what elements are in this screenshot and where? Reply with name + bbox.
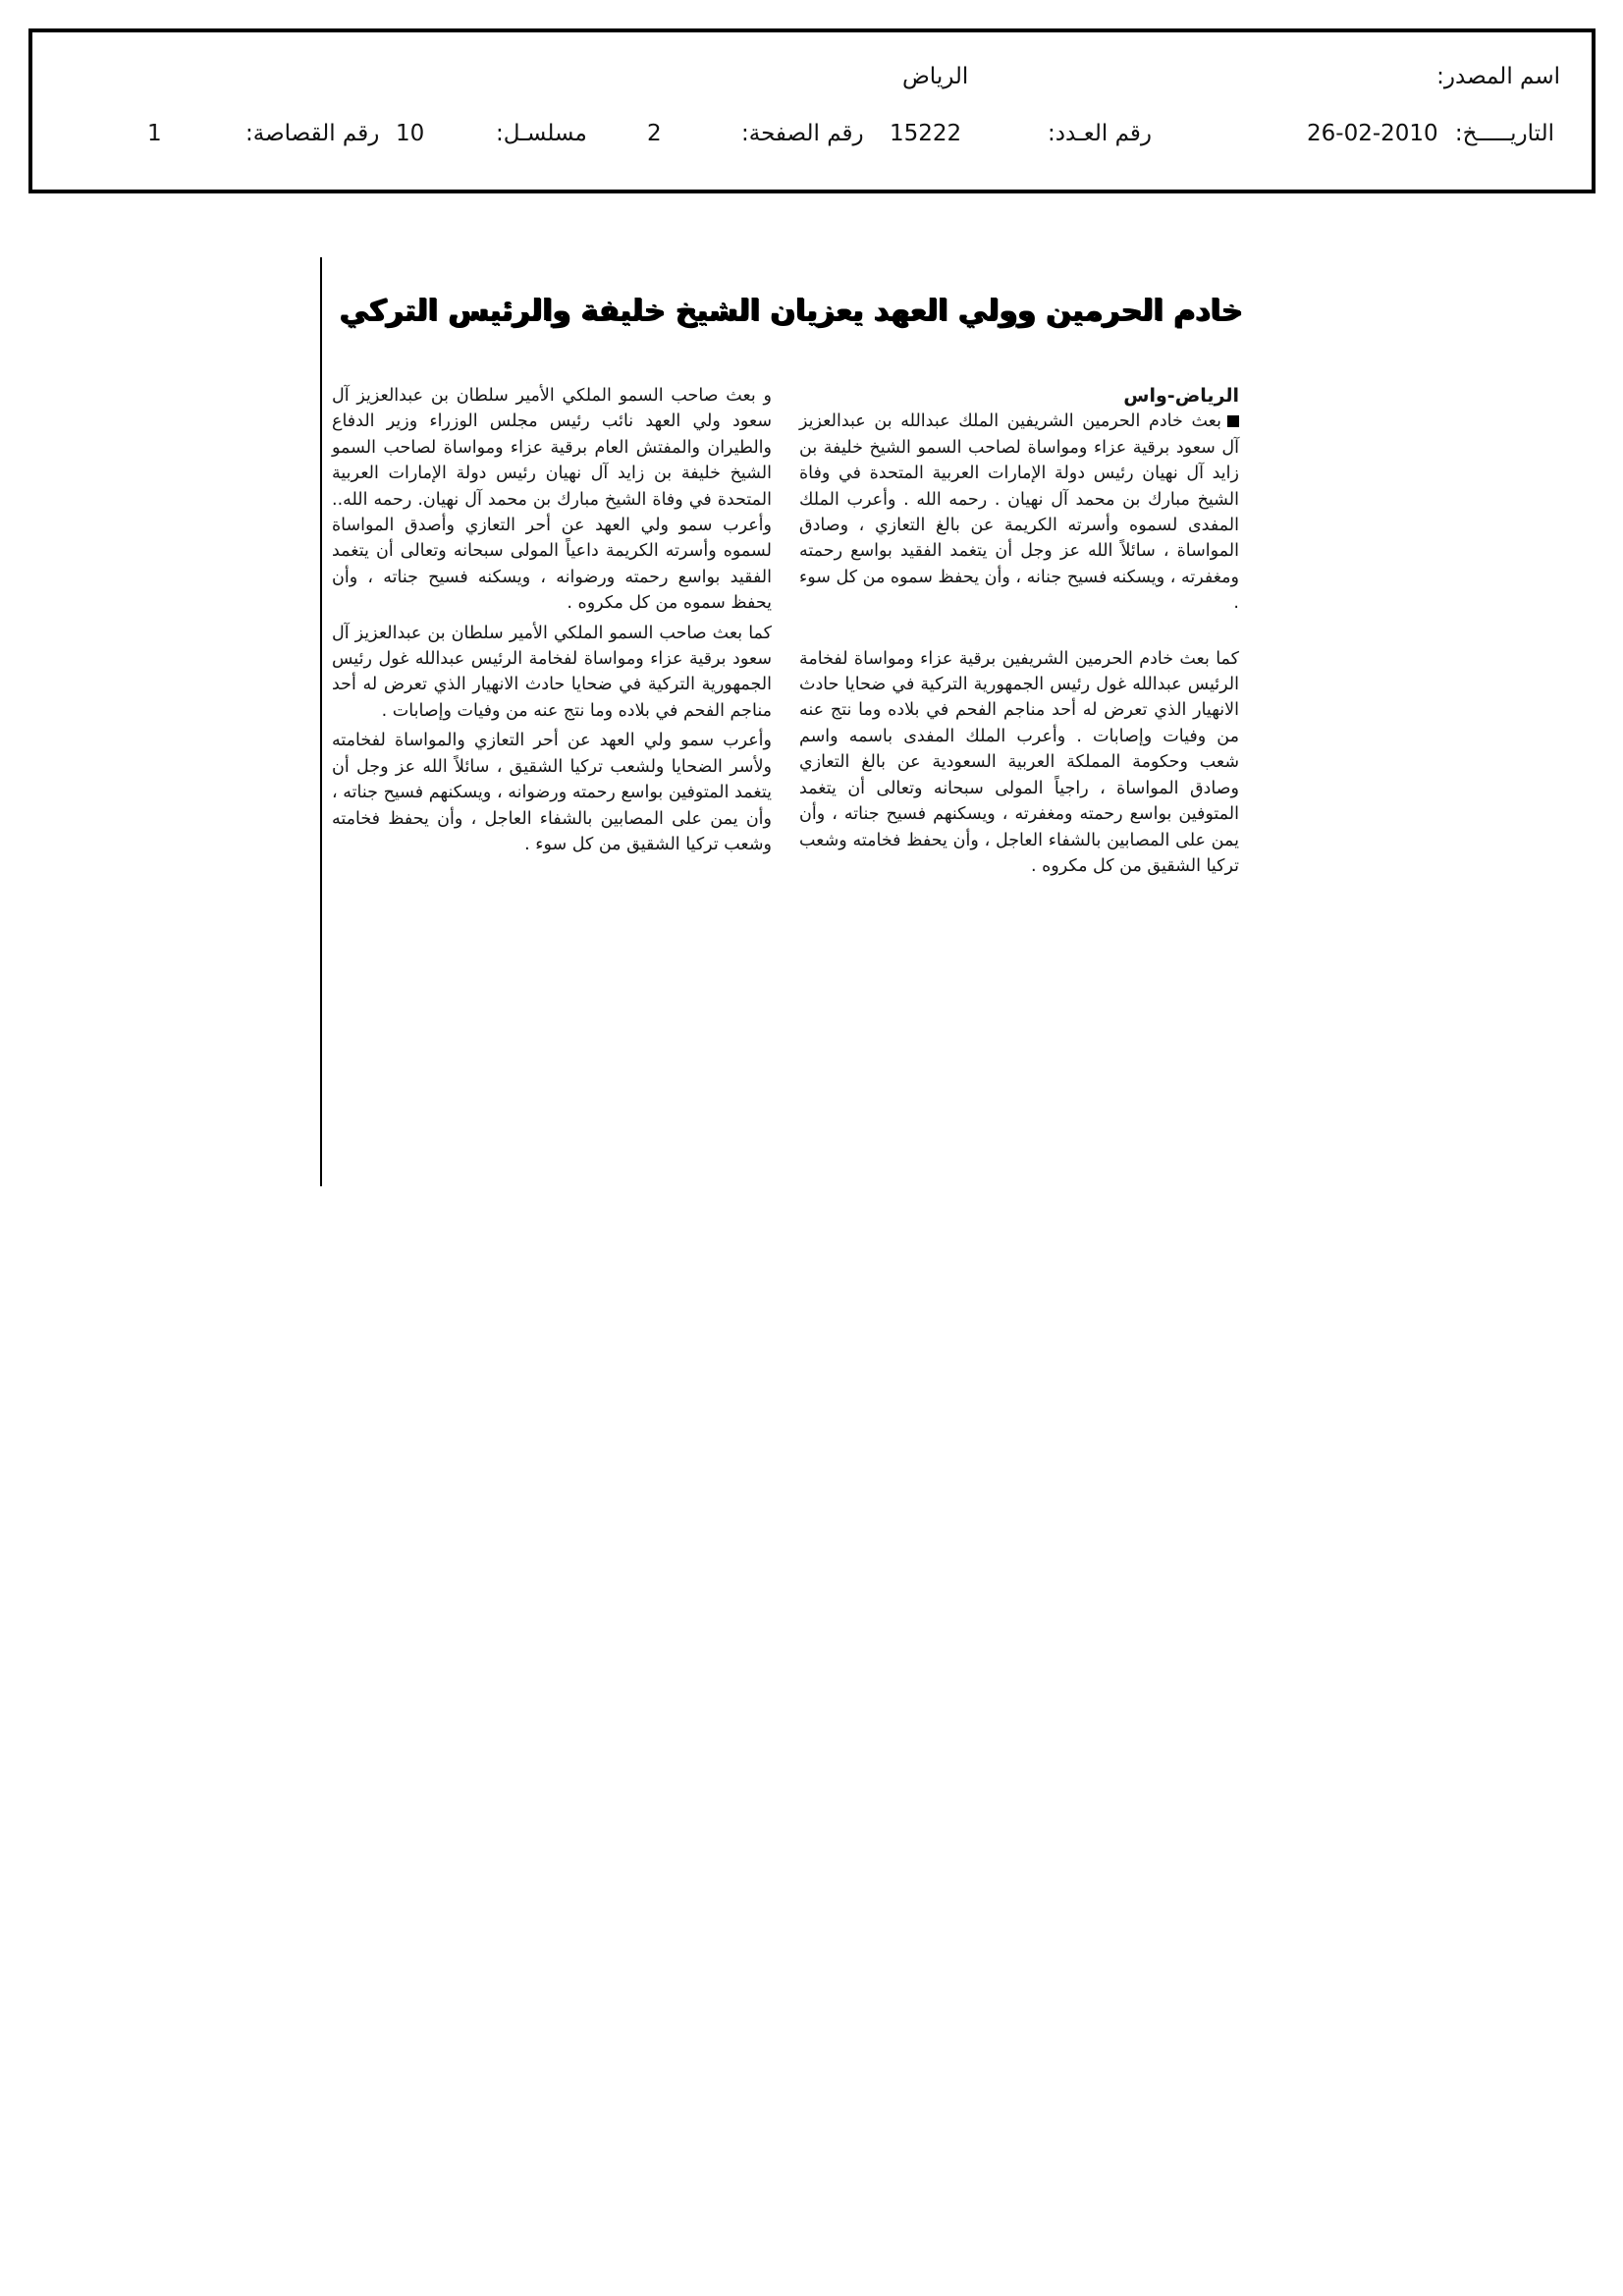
article-paragraph: و بعث صاحب السمو الملكي الأمير سلطان بن عبدالعزيز آل سعود ولي العهد نائب رئيس مجلس الوزراء وزير الدفاع والطيران والمفتش العام برقية عزاء ومواساة لصاحب السمو الشيخ خليفة بن زايد آل نهيان رئيس دولة الإمارات العربية المتحدة في وفاة الشيخ مبارك بن محمد آل نهيان. رحمه الله.. وأعرب سمو ولي العهد عن أحر التعازي وأصدق المواساة لسموه وأسرته الكريمة داعياً المولى سبحانه وتعالى أن يتغمد الفقيد بواسع رحمته ورضوانه ، ويسكنه فسيح جناته ، وأن يحفظ سموه من كل مكروه . xyxy=(332,386,772,614)
serial-value: 10 xyxy=(396,121,425,146)
clipping-left-rule xyxy=(320,257,322,1186)
clip-value: 1 xyxy=(147,121,162,146)
article-headline: خادم الحرمين وولي العهد يعزيان الشيخ خليفة والرئيس التركي xyxy=(340,294,1243,328)
page-label: رقم الصفحة: xyxy=(741,121,864,146)
issue-value: 15222 xyxy=(890,121,962,146)
date-label: التاريـــــخ: xyxy=(1454,121,1554,146)
article-paragraph: كما بعث خادم الحرمين الشريفين برقية عزاء ومواساة لفخامة الرئيس عبدالله غول رئيس الجمهورية التركية في ضحايا حادث الانهيار الذي تعرض له أحد مناجم الفحم في بلاده وما نتج عنه من وفيات وإصابات . وأعرب الملك المفدى باسمه واسم شعب وحكومة المملكة العربية السعودية عن بالغ التعازي وصادق المواساة ، راجياً المولى سبحانه وتعالى أن يتغمد المتوفين بواسع رحمته ومغفرته ، ويسكنهم فسيح جناته ، وأن يمن على المصابين بالشفاء العاجل ، وأن يحفظ فخامته وشعب تركيا الشقيق من كل مكروه . xyxy=(799,648,1239,876)
article-paragraph: بعث خادم الحرمين الشريفين الملك عبدالله بن عبدالعزيز آل سعود برقية عزاء ومواساة لصاحب السمو الشيخ خليفة بن زايد آل نهيان رئيس دولة الإمارات العربية المتحدة في وفاة الشيخ مبارك بن محمد آل نهيان . رحمه الله . وأعرب الملك المفدى لسموه وأسرته الكريمة عن بالغ التعازي ، وصادق المواساة ، سائلاً الله عز وجل أن يتغمد الفقيد بواسع رحمته ومغفرته ، ويسكنه فسيح جنانه ، وأن يحفظ سموه من كل سوء . xyxy=(798,411,1239,614)
source-value: الرياض xyxy=(902,64,969,89)
article-column-left xyxy=(332,383,772,857)
page-value: 2 xyxy=(647,121,662,146)
clipping-header-box xyxy=(28,28,1596,193)
clip-label: رقم القصاصة: xyxy=(245,121,380,146)
date-value: 26-02-2010 xyxy=(1307,121,1438,146)
article-paragraph: كما بعث صاحب السمو الملكي الأمير سلطان بن عبدالعزيز آل سعود برقية عزاء ومواساة لفخامة الرئيس عبدالله غول رئيس الجمهورية التركية في ضحايا حادث الانهيار الذي تعرض له أحد مناجم الفحم في بلاده وما نتج عنه من وفيات وإصابات . xyxy=(332,623,772,721)
article-paragraph: وأعرب سمو ولي العهد عن أحر التعازي والمواساة لفخامته ولأسر الضحايا ولشعب تركيا الشقيق ، سائلاً الله عز وجل أن يتغمد المتوفين بواسع رحمته ورضوانه ، ويسكنهم فسيح جناته ، وأن يمن على المصابين بالشفاء العاجل ، وأن يحفظ فخامته وشعب تركيا الشقيق من كل سوء . xyxy=(332,731,772,854)
square-bullet-icon xyxy=(1227,415,1239,427)
newspaper-clipping xyxy=(320,257,1263,1186)
serial-label: مسلسـل: xyxy=(496,121,587,146)
article-column-right xyxy=(799,383,1239,879)
article-dateline: الرياض-واس xyxy=(1123,385,1239,407)
source-label: اسم المصدر: xyxy=(1436,64,1560,89)
issue-label: رقم العـدد: xyxy=(1048,121,1153,146)
